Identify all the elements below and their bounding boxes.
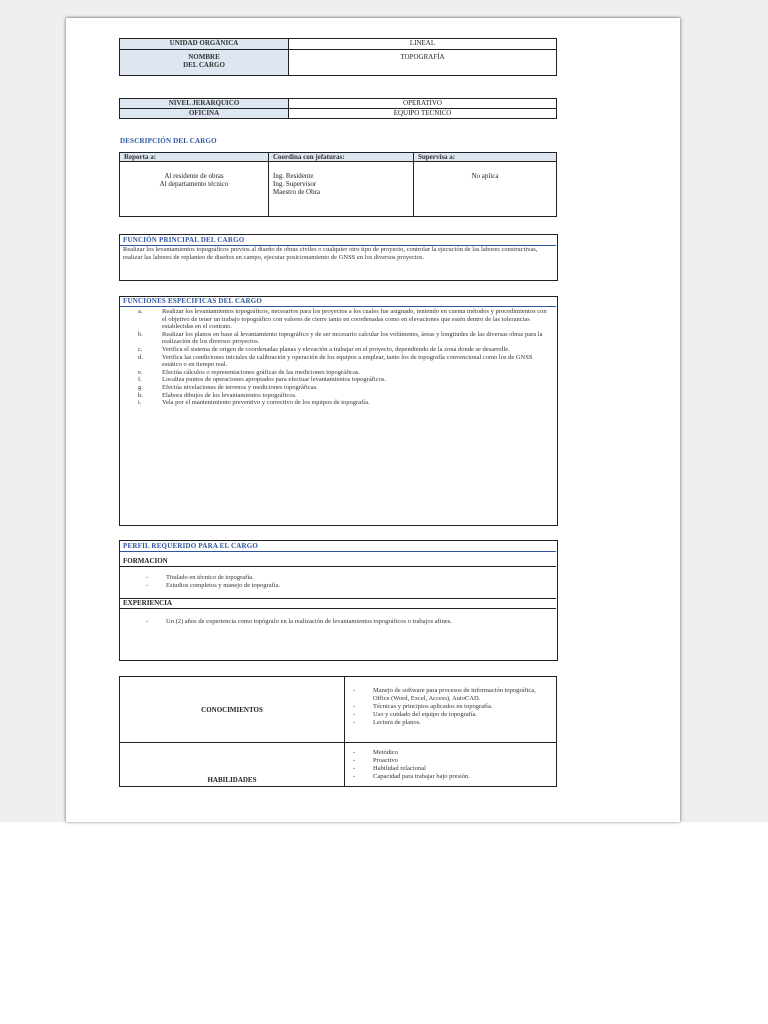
nombre-label: NOMBRE DEL CARGO — [120, 50, 289, 76]
supervisa-head: Supervisa a: — [414, 153, 557, 162]
list-item: - Manejo de software para procesos de información topográfica, Office (Word, Excel, Access), AutoCAD. — [349, 687, 552, 703]
item-letter: f. — [138, 376, 142, 384]
list-item — [126, 354, 552, 369]
experiencia-top-rule — [120, 598, 556, 599]
item-letter: d. — [138, 353, 143, 361]
perfil-box — [119, 540, 558, 661]
list-item: - Uso y cuidado del equipo de topografía. — [349, 711, 552, 719]
perfil-title: PERFIL REQUERIDO PARA EL CARGO — [123, 542, 258, 550]
conocimientos-table — [119, 676, 557, 787]
list-item — [126, 331, 552, 346]
conocimientos-list — [349, 687, 552, 727]
descripcion-table — [119, 152, 557, 217]
list-item: - Metódico — [349, 749, 552, 757]
item-text: Verifica las condiciones iniciales de calibración y operación de los equipos a emplear, tanto los de topografía convencional como los de GNSS estático o en tiempo real. — [162, 353, 533, 369]
item-text: Efectúa cálculos o representaciones gráficas de las mediciones topográficas. — [162, 368, 360, 376]
item-letter: a. — [138, 308, 143, 315]
coordina-head: Coordina con jefaturas: — [269, 153, 414, 162]
funcion-principal-title: FUNCIÓN PRINCIPAL DEL CARGO — [123, 236, 245, 244]
header-table-unidad — [119, 38, 557, 76]
reporta-line: Al residente de obras — [164, 172, 224, 180]
list-item — [126, 392, 552, 400]
supervisa-cell — [414, 162, 557, 217]
item-text: Efectúa nivelaciones de terrenos y mediciones topográficas. — [162, 383, 318, 391]
habilidades-label: HABILIDADES — [120, 743, 345, 787]
funciones-especificas-rule — [120, 306, 556, 307]
coordina-line: Maestro de Obra — [273, 188, 321, 196]
list-item — [126, 346, 552, 354]
coordina-line: Ing. Residente — [273, 172, 314, 180]
funciones-especificas-title: FUNCIONES ESPECIFICAS DEL CARGO — [123, 297, 263, 305]
item-letter: b. — [138, 330, 143, 338]
list-item — [126, 369, 552, 377]
header-table-nivel — [119, 98, 557, 119]
habilidades-list — [349, 749, 552, 781]
funciones-especificas-list — [126, 308, 552, 407]
item-letter: i. — [138, 399, 142, 407]
nivel-label: NIVEL JERARQUICO — [120, 99, 289, 109]
item-letter: e. — [138, 368, 143, 376]
supervisa-line: No aplica — [471, 172, 499, 180]
item-text: Localiza puntos de operaciones apropiados para efectuar levantamientos topográficos. — [162, 376, 386, 384]
perfil-rule — [120, 551, 556, 552]
nivel-value: OPERATIVO — [289, 99, 557, 109]
list-item: - Habilidad relacional — [349, 765, 552, 773]
reporta-head: Reporta a: — [120, 153, 269, 162]
item-letter: g. — [138, 383, 143, 391]
funcion-principal-text: Realizar los levantamientos topográficos previos al diseño de obras civiles o cualquier otro tipo de proyecto, controlar la ejecución de las labores constructivas, realizar las labores de replanteo de diseños en campo, ejecutar posicionamiento de GNSS en los diversos proyectos. — [123, 246, 538, 262]
item-text: Vela por el mantenimiento preventivo y correctivo de los equipos de topografía. — [162, 399, 370, 407]
coordina-cell — [269, 162, 414, 217]
list-item: - Estudios completos y manejo de topografía. — [142, 582, 542, 590]
conocimientos-label: CONOCIMIENTOS — [120, 677, 345, 743]
list-item: - Un (2) años de experiencia como topógrafo en la realización de levantamientos topográficos o trabajos afines. — [142, 618, 552, 626]
item-text: Verifica el sistema de origen de coordenadas planas y elevación a trabajar en el proyecto, dependiendo de la zona donde se desarrolle. — [162, 345, 510, 353]
coordina-line: Ing. Supervisor — [273, 180, 317, 188]
oficina-value: EQUIPO TECNICO — [289, 109, 557, 119]
experiencia-list — [142, 618, 552, 626]
list-item: - Proactivo — [349, 757, 552, 765]
list-item — [126, 384, 552, 392]
list-item — [126, 308, 552, 331]
unidad-value: LINEAL — [289, 39, 557, 50]
experiencia-rule — [120, 608, 556, 609]
experiencia-label: EXPERIENCIA — [123, 599, 173, 607]
formacion-list — [142, 574, 542, 590]
item-letter: c. — [138, 345, 143, 353]
formacion-rule — [120, 566, 556, 567]
item-text: Realizar los planos en base al levantamiento topográfico y de ser necesario calcular los volúmenes, áreas y longitudes de las diversas obras para la realización de los diversos proyectos. — [162, 330, 543, 346]
descripcion-title: DESCRIPCIÓN DEL CARGO — [120, 137, 217, 145]
list-item: - Lectura de planos. — [349, 719, 552, 727]
list-item — [126, 376, 552, 384]
list-item: - Técnicas y principios aplicados en topografía. — [349, 703, 552, 711]
nombre-value: TOPOGRAFÍA — [289, 50, 557, 76]
document-page — [66, 18, 680, 822]
formacion-label: FORMACION — [123, 557, 168, 565]
conocimientos-cell — [345, 677, 557, 743]
item-text: Elabora dibujos de los levantamientos topográficos. — [162, 391, 297, 399]
oficina-label: OFICINA — [120, 109, 289, 119]
reporta-line: Al departamento técnico — [159, 180, 229, 188]
list-item — [126, 399, 552, 407]
list-item: - Capacidad para trabajar bajo presión. — [349, 773, 552, 781]
list-item: - Titulado en técnico de topografía. — [142, 574, 542, 582]
item-text: Realizar los levantamientos topográficos, necesarios para los proyectos a los cuales fue asignado, teniendo en cuenta métodos y procedimientos con el objetivo de tener un trabajo topográfico con valores de cierre tanto en coordenadas como en elevaciones que estén dentro de las tolerancias establecidas en el contrato. — [162, 308, 547, 331]
reporta-cell — [120, 162, 269, 217]
item-letter: h. — [138, 391, 143, 399]
unidad-label: UNIDAD ORGÁNICA — [120, 39, 289, 50]
habilidades-cell — [345, 743, 557, 787]
